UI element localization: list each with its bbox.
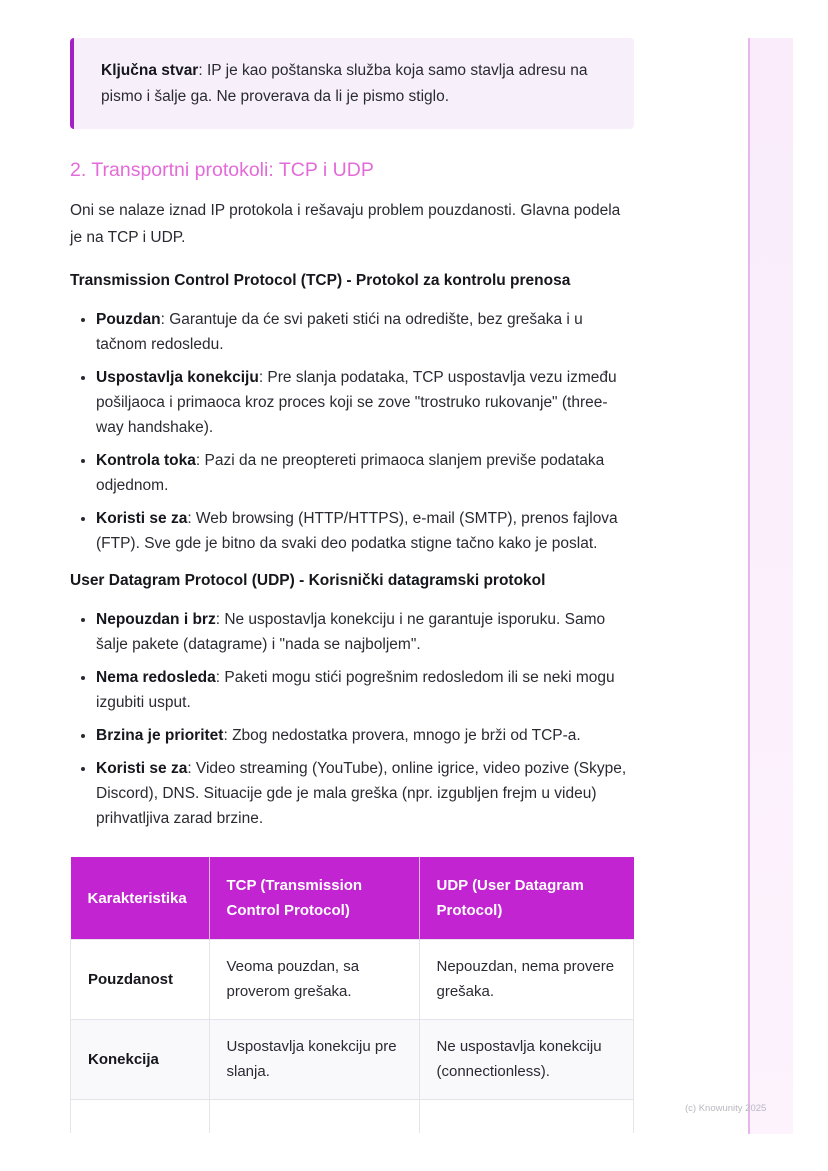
page-bottom-margin: [0, 1133, 828, 1171]
list-item: [96, 756, 634, 831]
copyright-footer: (c) Knowunity 2025: [685, 1103, 767, 1114]
section-heading: 2. Transportni protokoli: TCP i UDP: [70, 159, 374, 181]
table-row: [71, 1020, 634, 1100]
tcp-list: [70, 307, 634, 556]
callout-text: : IP je kao poštanska služba koja samo stavlja adresu na pismo i šalje ga. Ne proverava da li je pismo stiglo.: [101, 62, 588, 105]
list-item-term: Kontrola toka: [96, 452, 196, 469]
list-item-term: Nepouzdan i brz: [96, 611, 216, 628]
list-item-term: Brzina je prioritet: [96, 727, 224, 744]
list-item: [96, 665, 634, 715]
list-item: [96, 448, 634, 498]
udp-list: [70, 607, 634, 831]
udp-heading: User Datagram Protocol (UDP) - Korisnički datagramski protokol: [70, 572, 546, 589]
callout-term: Ključna stvar: [101, 62, 199, 79]
table-row-label: Konekcija: [71, 1020, 210, 1100]
comparison-table: [70, 857, 634, 1155]
list-item: [96, 607, 634, 657]
list-item-text: : Video streaming (YouTube), online igrice, video pozive (Skype, Discord), DNS. Situacije gde je mala greška (npr. izgubljen frejm u videu) prihvatljiva zarad brzine.: [96, 760, 627, 827]
list-item-term: Koristi se za: [96, 760, 188, 777]
document-page: [70, 38, 634, 1155]
table-cell: Ne uspostavlja konekciju (connectionless).: [419, 1020, 634, 1100]
table-header-cell: TCP (Transmission Control Protocol): [209, 857, 419, 940]
section-intro: Oni se nalaze iznad IP protokola i rešavaju problem pouzdanosti. Glavna podela je na TCP i UDP.: [70, 202, 621, 246]
list-item: [96, 307, 634, 357]
list-item: [96, 365, 634, 440]
list-item-text: : Zbog nedostatka provera, mnogo je brži od TCP-a.: [223, 727, 581, 744]
table-header-row: [71, 857, 634, 940]
list-item-text: : Web browsing (HTTP/HTTPS), e-mail (SMTP), prenos fajlova (FTP). Sve gde je bitno da svaki deo podatka stigne tačno kako je poslat.: [96, 510, 618, 552]
list-item: [96, 506, 634, 556]
table-header-cell: UDP (User Datagram Protocol): [419, 857, 634, 940]
list-item-text: : Paketi mogu stići pogrešnim redosledom ili se neki mogu izgubiti usput.: [96, 669, 615, 711]
list-item-term: Uspostavlja konekciju: [96, 369, 259, 386]
list-item-text: : Ne uspostavlja konekciju i ne garantuje isporuku. Samo šalje pakete (datagrame) i "nada se najboljem".: [96, 611, 606, 653]
table-cell: Uspostavlja konekciju pre slanja.: [209, 1020, 419, 1100]
list-item-text: : Pazi da ne preoptereti primaoca slanjem previše podataka odjednom.: [96, 452, 605, 494]
table-header-cell: Karakteristika: [71, 857, 210, 940]
list-item-text: : Pre slanja podataka, TCP uspostavlja vezu između pošiljaoca i primaoca kroz proces koji se zove "trostruko rukovanje" (three-way handshake).: [96, 369, 617, 436]
tcp-heading: Transmission Control Protocol (TCP) - Protokol za kontrolu prenosa: [70, 272, 571, 289]
table-cell: Veoma pouzdan, sa proverom grešaka.: [209, 940, 419, 1020]
list-item-term: Pouzdan: [96, 311, 161, 328]
key-point-callout: [70, 38, 634, 129]
table-row-label: Pouzdanost: [71, 940, 210, 1020]
table-row: [71, 940, 634, 1020]
list-item: [96, 723, 634, 748]
list-item-term: Koristi se za: [96, 510, 188, 527]
side-margin-strip: [748, 38, 793, 1134]
list-item-term: Nema redosleda: [96, 669, 216, 686]
table-cell: Nepouzdan, nema provere grešaka.: [419, 940, 634, 1020]
list-item-text: : Garantuje da će svi paketi stići na odredište, bez grešaka i u tačnom redosledu.: [96, 311, 583, 353]
